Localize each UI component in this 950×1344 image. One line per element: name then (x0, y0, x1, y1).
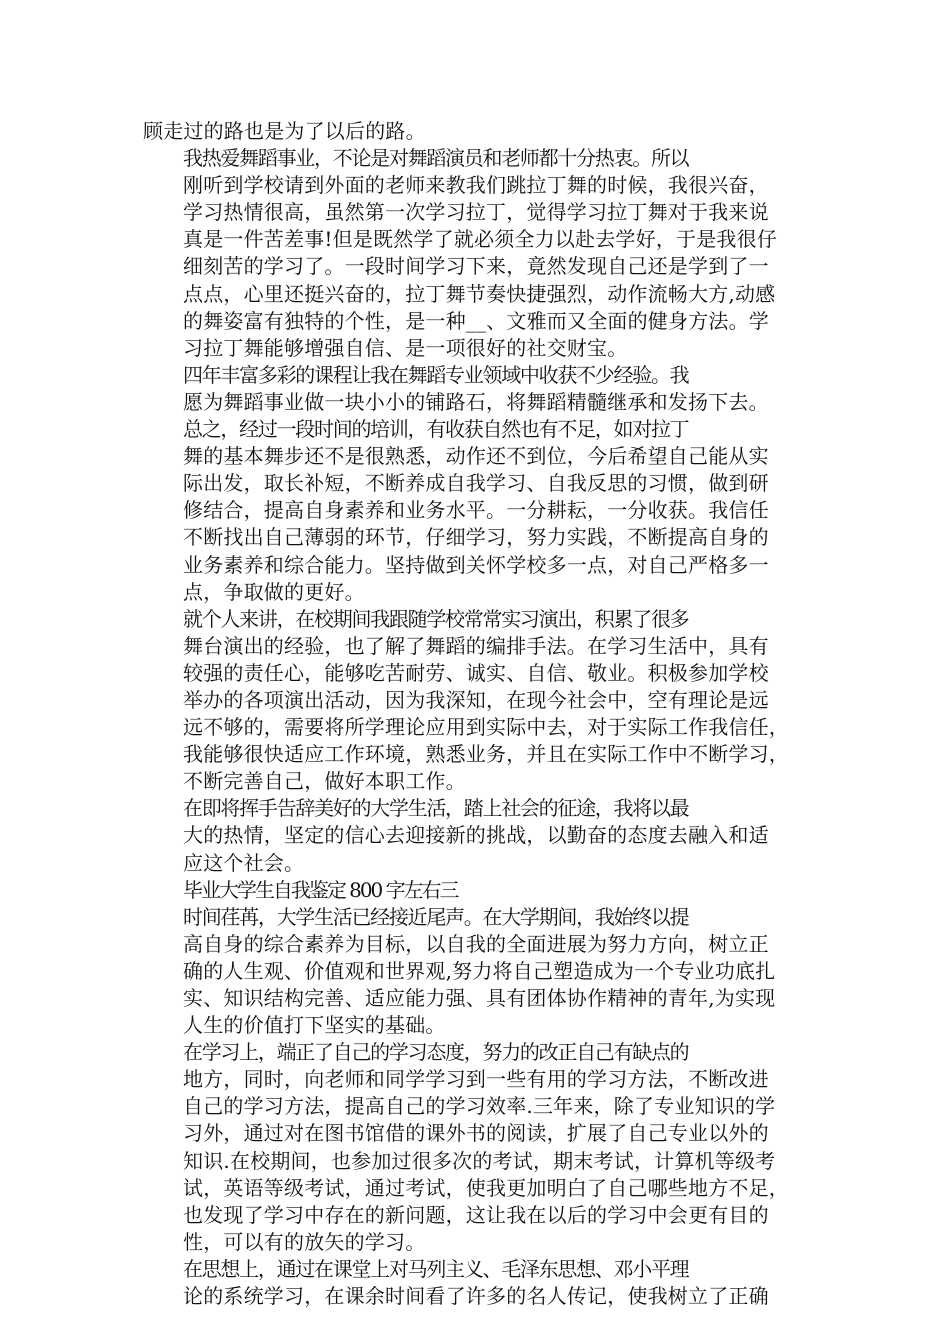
paragraph (143, 795, 811, 876)
text-line: 毕业大学生自我鉴定 800 字左右三 (183, 877, 458, 902)
text-line: 人生的价值打下坚实的基础。 (183, 1013, 446, 1038)
text-line: 点点，心里还挺兴奋的，拉丁舞节奏快捷强烈，动作流畅大方,动感 (183, 281, 776, 306)
text-line: 论的系统学习，在课余时间看了许多的名人传记，使我树立了正确 (183, 1284, 769, 1309)
text-line: 实、知识结构完善、适应能力强、具有团体协作精神的青年,为实现 (183, 986, 776, 1010)
paragraph (143, 904, 811, 1039)
text-line: 高自身的综合素养为目标，以自我的全面进展为努力方向，树立正 (183, 931, 769, 956)
text-line: 地方，同时，向老师和同学学习到一些有用的学习方法，不断改进 (183, 1067, 769, 1092)
text-line: 总之，经过一段时间的培训，有收获自然也有不足，如对拉丁 (183, 417, 689, 442)
text-line: 远不够的，需要将所学理论应用到实际中去，对于实际工作我信任， (183, 715, 789, 740)
text-line: 就个人来讲，在校期间我跟随学校常常实习演出，积累了很多 (183, 606, 689, 631)
text-line: 细刻苦的学习了。一段时间学习下来，竟然发现自己还是学到了一 (183, 254, 769, 279)
text-line: 舞台演出的经验，也了解了舞蹈的编排手法。在学习生活中，具有 (183, 633, 769, 658)
text-line: 确的人生观、价值观和世界观,努力将自己塑造成为一个专业功底扎 (183, 958, 776, 983)
text-line: 真是一件苦差事!但是既然学了就必须全力以赴去学好，于是我很仔 (183, 227, 778, 252)
text-line: 性，可以有的放矢的学习。 (183, 1229, 426, 1254)
text-line: 愿为舞蹈事业做一块小小的铺路石，将舞蹈精髓继承和发扬下去。 (183, 389, 769, 414)
text-line: 知识.在校期间，也参加过很多次的考试，期末考试，计算机等级考 (183, 1148, 776, 1173)
paragraph (143, 362, 811, 416)
text-line: 也发现了学习中存在的新问题，这让我在以后的学习中会更有目的 (183, 1202, 769, 1227)
document-body (143, 118, 811, 1310)
text-line: 举办的各项演出活动，因为我深知，在现今社会中，空有理论是远 (183, 687, 769, 712)
paragraph (143, 606, 811, 796)
text-line: 业务素养和综合能力。坚持做到关怀学校多一点，对自己严格多一 (183, 552, 769, 577)
text-line: 习拉丁舞能够增强自信、是一项很好的社交财宝。 (183, 335, 628, 360)
paragraph (143, 416, 811, 606)
text-line: 的舞姿富有独特的个性，是一种__、文雅而又全面的健身方法。学 (183, 308, 769, 333)
text-line: 大的热情，坚定的信心去迎接新的挑战，以勤奋的态度去融入和适 (183, 823, 769, 848)
text-line: 时间荏苒，大学生活已经接近尾声。在大学期间，我始终以提 (183, 904, 689, 929)
paragraph (143, 118, 811, 145)
text-line: 应这个社会。 (183, 850, 305, 875)
text-line: 舞的基本舞步还不是很熟悉，动作还不到位，今后希望自己能从实 (183, 444, 769, 469)
text-line: 际出发，取长补短，不断养成自我学习、自我反思的习惯，做到研 (183, 471, 769, 496)
text-line: 不断找出自己薄弱的环节，仔细学习，努力实践，不断提高自身的 (183, 525, 769, 550)
text-line: 点，争取做的更好。 (183, 579, 365, 604)
text-line: 较强的责任心，能够吃苦耐劳、诚实、自信、敬业。积极参加学校 (183, 660, 769, 685)
text-line: 刚听到学校请到外面的老师来教我们跳拉丁舞的时候，我很兴奋， (183, 173, 769, 198)
paragraph (143, 1039, 811, 1256)
text-line: 我热爱舞蹈事业，不论是对舞蹈演员和老师都十分热衷。所以 (183, 146, 689, 171)
paragraph (143, 145, 811, 362)
text-line: 习外，通过对在图书馆借的课外书的阅读，扩展了自己专业以外的 (183, 1121, 769, 1146)
text-line: 不断完善自己，做好本职工作。 (183, 769, 466, 794)
text-line: 在思想上，通过在课堂上对马列主义、毛泽东思想、邓小平理 (183, 1256, 689, 1281)
text-line: 四年丰富多彩的课程让我在舞蹈专业领域中收获不少经验。我 (183, 362, 689, 387)
text-line: 在学习上，端正了自己的学习态度，努力的改正自己有缺点的 (183, 1040, 689, 1065)
text-line: 试，英语等级考试，通过考试，使我更加明白了自己哪些地方不足， (183, 1175, 789, 1200)
paragraph (143, 1256, 811, 1310)
text-line: 顾走过的路也是为了以后的路。 (143, 119, 426, 143)
text-line: 学习热情很高，虽然第一次学习拉丁，觉得学习拉丁舞对于我来说 (183, 200, 769, 225)
paragraph (143, 877, 811, 904)
text-line: 在即将挥手告辞美好的大学生活，踏上社会的征途，我将以最 (183, 796, 689, 821)
text-line: 我能够很快适应工作环境，熟悉业务，并且在实际工作中不断学习， (183, 742, 789, 767)
text-line: 自己的学习方法，提高自己的学习效率.三年来，除了专业知识的学 (183, 1094, 776, 1119)
text-line: 修结合，提高自身素养和业务水平。一分耕耘，一分收获。我信任 (183, 498, 769, 523)
